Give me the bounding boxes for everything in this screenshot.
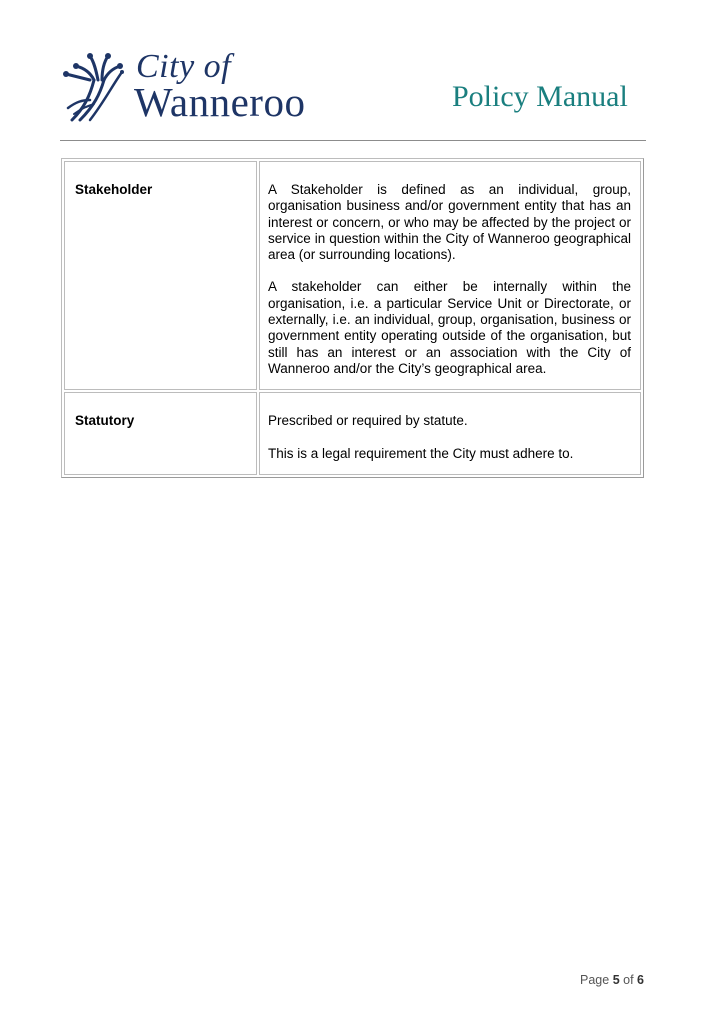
current-page: 5 [612, 973, 620, 987]
table-row [64, 161, 641, 390]
definition-paragraph: Prescribed or required by statute. [268, 413, 468, 429]
logo-text-wanneroo: Wanneroo [134, 79, 306, 125]
definition-paragraph: This is a legal requirement the City must adhere to. [268, 445, 574, 461]
definition-text [259, 161, 641, 390]
table-row [64, 392, 641, 475]
page-label: Page [580, 973, 610, 987]
kangaroo-paw-icon [60, 50, 132, 122]
header-divider [60, 140, 646, 141]
document-title: Policy Manual [452, 80, 628, 113]
city-of-wanneroo-logo [60, 50, 330, 125]
definition-paragraph: A Stakeholder is defined as an individual, group, organisation business and/or government entity that has an interest or concern, or who may be affected by the project or service in question within the City of Wanneroo geographical area (or surrounding locations). [268, 182, 631, 263]
definition-paragraph: A stakeholder can either be internally within the organisation, i.e. a particular Service Unit or Directorate, or externally, i.e. an individual, group, organisation, business or government entity operating outside of the organisation, but still has an interest or an association with the City of Wanneroo and/or the City’s geographical area. [268, 279, 631, 376]
definitions-table [61, 158, 644, 478]
of-label: of [623, 973, 634, 987]
logo-text-city-of: City of [136, 48, 232, 85]
total-pages: 6 [637, 973, 644, 987]
definition-term: Statutory [64, 392, 257, 475]
definition-term: Stakeholder [64, 161, 257, 390]
definition-text [259, 392, 641, 475]
page-number [580, 973, 644, 987]
